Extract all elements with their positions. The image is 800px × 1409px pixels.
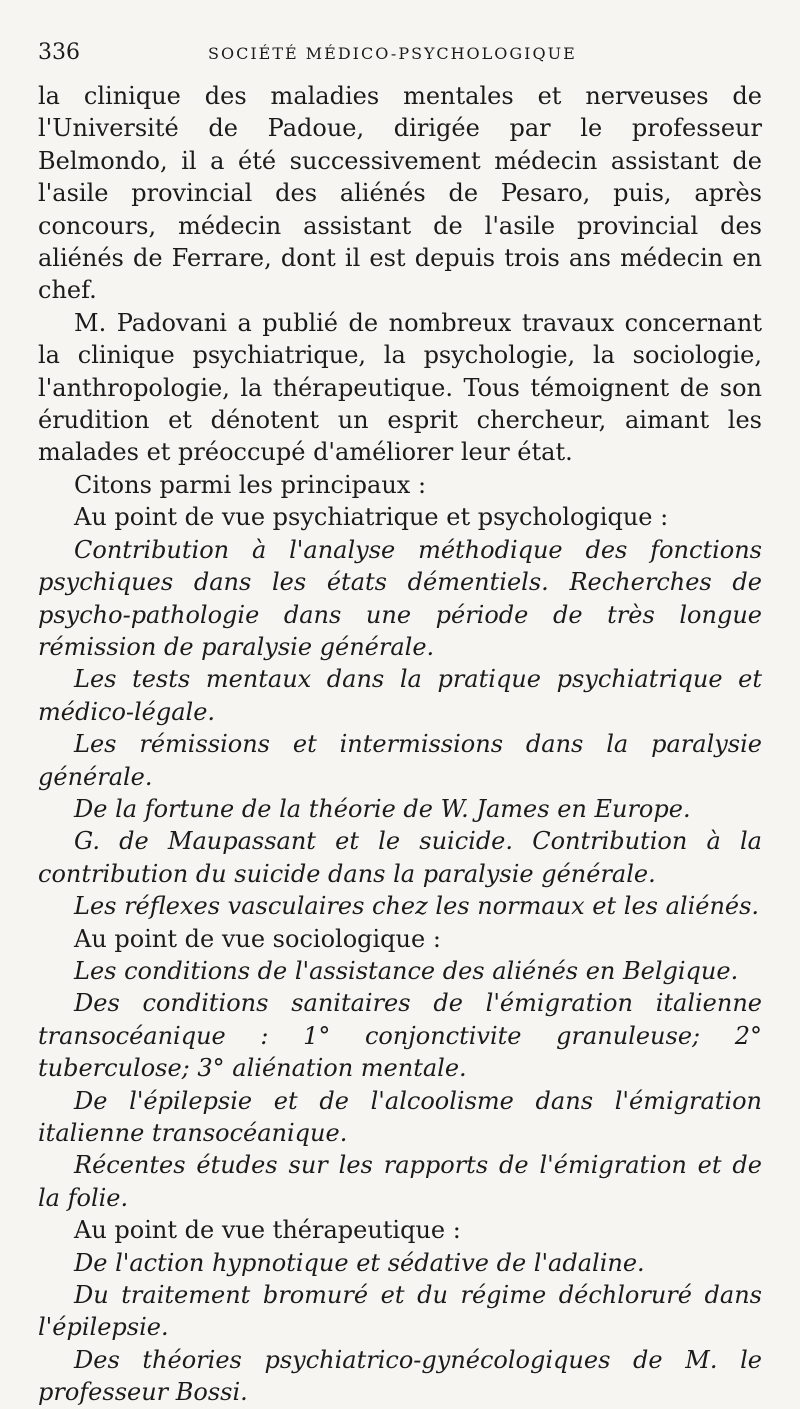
page-header [38, 40, 762, 80]
section-heading-therapeutic: Au point de vue thérapeutique : [74, 1216, 461, 1245]
body-text [38, 80, 762, 1409]
paragraph-intro: la clinique des maladies mentales et nerveuses de l'Université de Padoue, dirigée par le professeur Belmondo, il a été successivement médecin assistant de l'asile provincial des aliénés de Pesaro, puis, après concours, médecin assistant de l'asile provincial des aliénés de Ferrare, dont il est depuis trois ans médecin en chef. [38, 82, 762, 305]
running-head: SOCIÉTÉ MÉDICO-PSYCHOLOGIQUE [208, 44, 577, 63]
work-title: Les tests mentaux dans la pratique psychiatrique et médico-légale. [38, 665, 762, 726]
work-title: De l'action hypnotique et sédative de l'adaline. [74, 1248, 645, 1277]
work-title: Contribution à l'analyse méthodique des fonctions psychiques dans les états démentiels. Recherches de psycho-pathologie dans une période de très longue rémission de paralysie générale. [38, 535, 762, 661]
work-title: Récentes études sur les rapports de l'émigration et de la folie. [38, 1151, 762, 1212]
work-title: Des conditions sanitaires de l'émigration italienne transocéanique : 1° conjonctivite granuleuse; 2° tuberculose; 3° aliénation mentale. [38, 989, 762, 1083]
paragraph-works: M. Padovani a publié de nombreux travaux concernant la clinique psychiatrique, la psychologie, la sociologie, l'anthropologie, la thérapeutique. Tous témoignent de son érudition et dénotent un esprit chercheur, aimant les malades et préoccupé d'améliorer leur état. [38, 308, 762, 467]
work-title: De la fortune de la théorie de W. James en Europe. [74, 794, 691, 823]
paragraph-citons: Citons parmi les principaux : [74, 470, 427, 499]
work-title: Les rémissions et intermissions dans la paralysie générale. [38, 730, 762, 791]
work-title: Les réflexes vasculaires chez les normaux et les aliénés. [74, 892, 760, 921]
work-title: De l'épilepsie et de l'alcoolisme dans l'émigration italienne transocéanique. [38, 1086, 762, 1147]
section-heading-psychiatric: Au point de vue psychiatrique et psychologique : [74, 503, 669, 532]
work-title: Les conditions de l'assistance des aliénés en Belgique. [74, 956, 739, 985]
work-title: Des théories psychiatrico-gynécologiques de M. le professeur Bossi. [38, 1345, 762, 1407]
work-title: G. de Maupassant et le suicide. Contribution à la contribution du suicide dans la paralysie générale. [38, 827, 762, 888]
page-number: 336 [38, 40, 80, 65]
section-heading-sociological: Au point de vue sociologique : [74, 924, 441, 953]
work-title: Du traitement bromuré et du régime déchloruré dans l'épilepsie. [38, 1281, 762, 1342]
